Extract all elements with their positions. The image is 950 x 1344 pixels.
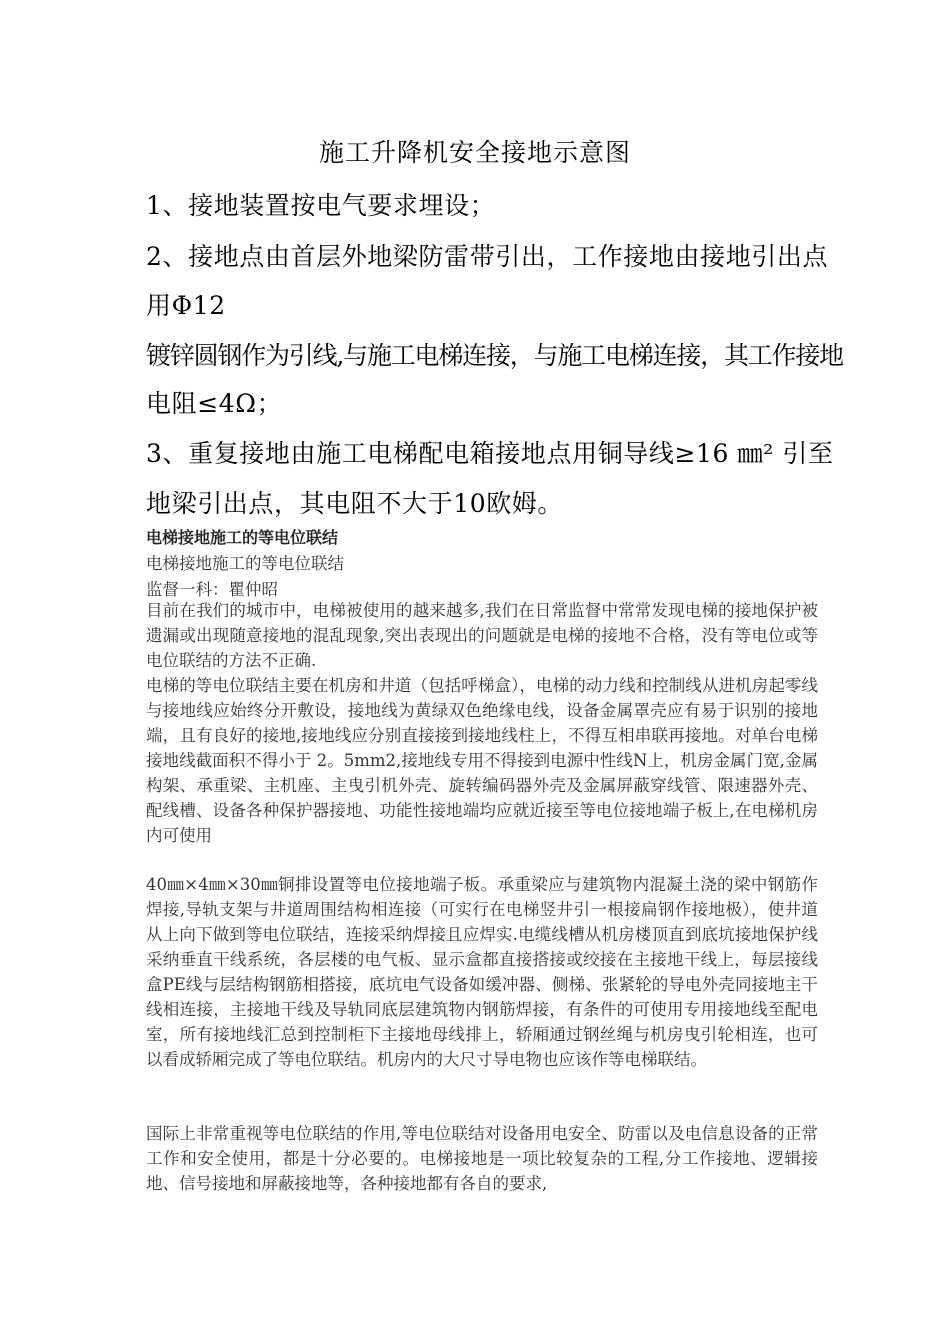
item-line-3: 用Φ12: [146, 291, 226, 320]
item-line-6: 3、重复接地由施工电梯配电箱接地点用铜导线≥16 ㎜² 引至: [146, 439, 834, 468]
item-line-1: 1、接地装置按电气要求埋设；: [146, 191, 496, 220]
item-line-4: 镀锌圆钢作为引线,与施工电梯连接，与施工电梯连接，其工作接地: [146, 341, 843, 370]
paragraph: 国际上非常重视等电位联结的作用,等电位联结对设备用电安全、防雷以及电信息设备的正常工作和安全使用，都是十分必要的。电梯接地是一项比较复杂的工程,分工作接地、逻辑接地、信号接地和屏蔽接地等，各种接地都有各自的要求,: [146, 1124, 818, 1193]
article-subtitle: 电梯接地施工的等电位联结: [146, 554, 344, 573]
article-author: 监督一科：瞿仲昭: [146, 580, 278, 599]
document-title: 施工升降机安全接地示意图: [318, 138, 631, 167]
paragraph: 电梯的等电位联结主要在机房和井道（包括呼梯盒），电梯的动力线和控制线从进机房起零线与接地线应始终分开敷设，接地线为黄绿双色绝缘电线，设备金属罩壳应有易于识别的接地端，且有良好的接地,接地线应分别直接接到接地线柱上，不得互相串联再接地。对单台电梯接地线截面积不得小于 2。5mm2,接地线专用不得接到电源中性线N上，机房金属门宽,金属构架、承重梁、主机座、主曳引机外壳、旋转编码器外壳及金属屏蔽穿线管、限速器外壳、配线槽、设备各种保护器接地、功能性接地端均应就近接至等电位接地端子板上,在电梯机房内可使用: [146, 676, 818, 845]
paragraph: 目前在我们的城市中，电梯被使用的越来越多,我们在日常监督中常常发现电梯的接地保护被遗漏或出现随意接地的混乱现象,突出表现出的问题就是电梯的接地不合格，没有等电位或等电位联结的方法不正确.: [146, 601, 818, 670]
paragraph: 40㎜×4㎜×30㎜铜排设置等电位接地端子板。承重梁应与建筑物内混凝土浇的梁中钢筋作焊接,导轨支架与井道周围结构相连接（可实行在电梯竖井引一根接扁钢作接地极），使井道从上向下做到等电位联结，连接采纳焊接且应焊实.电缆线槽从机房楼顶直到底坑接地保护线采纳垂直干线系统，各层楼的电气板、显示盒都直接搭接或绞接在主接地干线上，每层接线盒PE线与层结构钢筋相搭接，底坑电气设备如缓冲器、侧梯、张紧轮的导电外壳同接地主干线相连接，主接地干线及导轨同底层建筑物内钢筋焊接，有条件的可使用专用接地线至配电室，所有接地线汇总到控制柜下主接地母线排上，轿厢通过钢丝绳与机房曳引轮相连，也可以看成轿厢完成了等电位联结。机房内的大尺寸导电物也应该作等电梯联结。: [146, 875, 818, 1069]
item-line-7: 地梁引出点，其电阻不大于10欧姆。: [146, 489, 564, 518]
item-line-5: 电阻≤4Ω；: [146, 389, 283, 418]
section-heading: 电梯接地施工的等电位联结: [146, 528, 339, 547]
item-line-2: 2、接地点由首层外地梁防雷带引出，工作接地由接地引出点: [146, 242, 829, 271]
